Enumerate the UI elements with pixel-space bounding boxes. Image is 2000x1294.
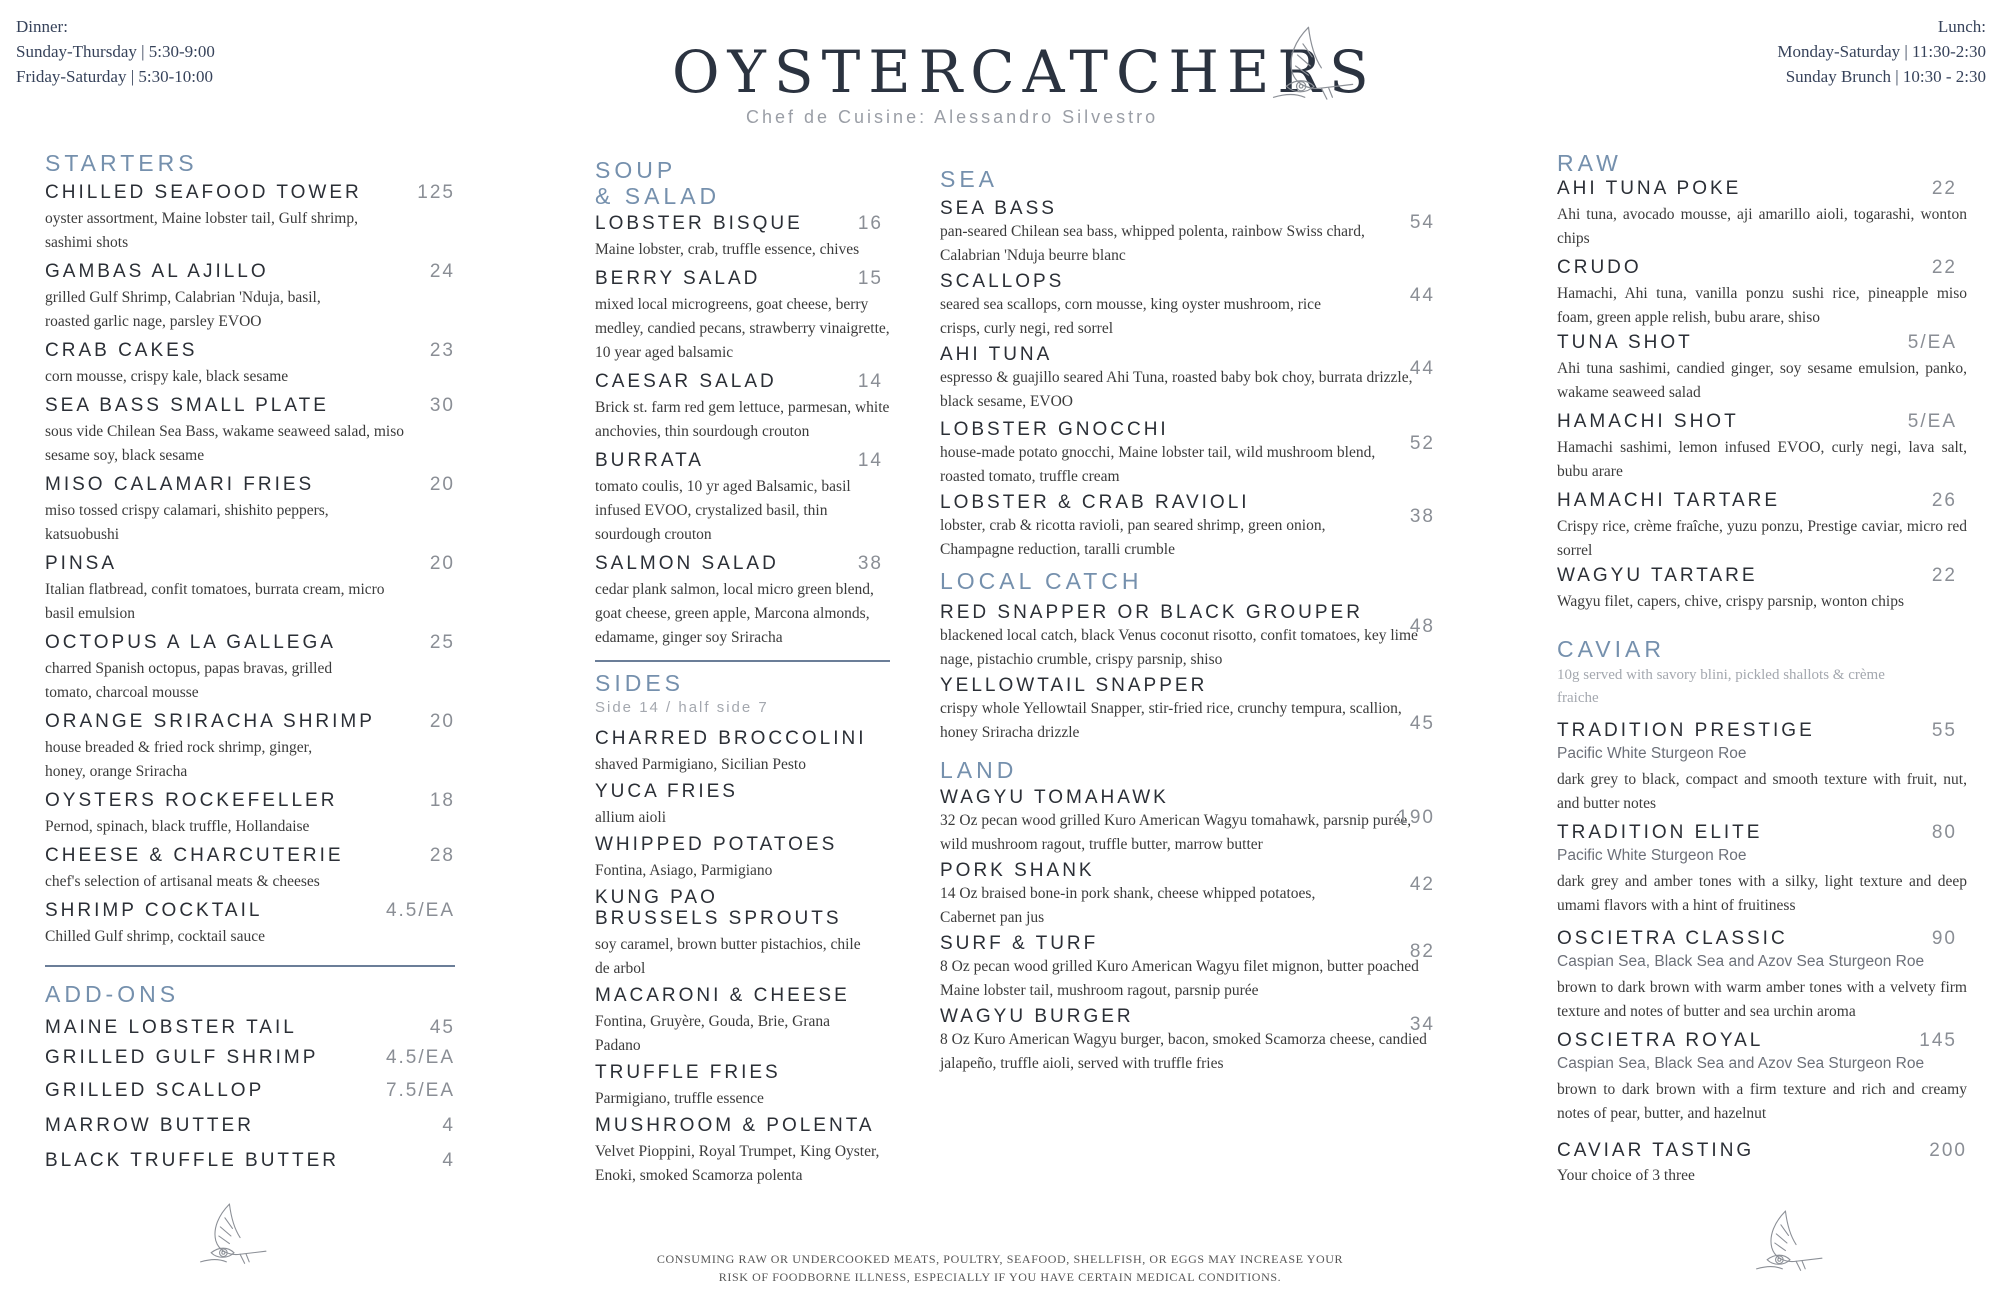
item-name: OSCIETRA CLASSIC — [1557, 928, 1788, 949]
addon-item — [45, 1150, 455, 1172]
item-description: Hamachi, Ahi tuna, vanilla ponzu sushi rice, pineapple miso foam, green apple relish, bubu arare, shiso — [1557, 285, 1967, 326]
entrees-column — [940, 166, 1445, 1076]
item-description: Velvet Pioppini, Royal Trumpet, King Oyster, Enoki, smoked Scamorza polenta — [595, 1143, 880, 1184]
item-name: TRUFFLE FRIES — [595, 1062, 781, 1083]
item-name: GAMBAS AL AJILLO — [45, 261, 269, 282]
menu-item — [595, 450, 883, 547]
item-description: soy caramel, brown butter pistachios, chile de arbol — [595, 936, 861, 977]
item-name: WHIPPED POTATOES — [595, 834, 838, 855]
item-price: 82 — [1409, 941, 1435, 962]
item-description: dark grey and amber tones with a silky, light texture and deep umami flavors with a hint of fruitiness — [1557, 873, 1967, 914]
item-description: lobster, crab & ricotta ravioli, pan seared shrimp, green onion, Champagne reduction, taralli crumble — [940, 517, 1326, 558]
item-description: blackened local catch, black Venus coconut risotto, confit tomatoes, key lime nage, pistachio crumble, crispy parsnip, shiso — [940, 627, 1418, 668]
item-name: YUCA FRIES — [595, 781, 738, 802]
lunch-line-2: Sunday Brunch | 10:30 - 2:30 — [1785, 67, 1986, 86]
dinner-line-2: Friday-Saturday | 5:30-10:00 — [16, 67, 213, 86]
item-description: pan-seared Chilean sea bass, whipped polenta, rainbow Swiss chard, Calabrian 'Nduja beurre blanc — [940, 223, 1365, 264]
item-description: house breaded & fried rock shrimp, ginger, honey, orange Sriracha — [45, 739, 313, 780]
menu-item — [45, 553, 455, 626]
raw-title: RAW — [1557, 150, 1622, 176]
menu-item — [45, 790, 455, 839]
addon-item — [45, 1080, 455, 1102]
item-name: OCTOPUS A LA GALLEGA — [45, 632, 336, 653]
side-item — [595, 781, 890, 830]
item-name: MAINE LOBSTER TAIL — [45, 1017, 297, 1038]
item-description: dark grey to black, compact and smooth texture with fruit, nut, and butter notes — [1557, 771, 1967, 812]
item-description: seared sea scallops, corn mousse, king oyster mushroom, rice crisps, curly negi, red sorrel — [940, 296, 1321, 337]
menu-item — [45, 182, 455, 255]
item-price: 18 — [429, 790, 455, 811]
item-name: HAMACHI TARTARE — [1557, 490, 1781, 511]
lunch-hours — [1777, 14, 1986, 89]
item-price: 20 — [429, 474, 455, 495]
menu-item — [45, 845, 455, 894]
dinner-label: Dinner: — [16, 17, 68, 36]
menu-item — [940, 933, 1435, 1003]
item-description: 8 Oz pecan wood grilled Kuro American Wagyu filet mignon, butter poached Maine lobster tail, mushroom ragout, parsnip purée — [940, 958, 1419, 999]
item-description: Brick st. farm red gem lettuce, parmesan, white anchovies, thin sourdough crouton — [595, 399, 890, 440]
item-origin: Caspian Sea, Black Sea and Azov Sea Sturgeon Roe — [1557, 1055, 1925, 1072]
oystercatcher-bird-icon — [1268, 20, 1360, 112]
item-price: 54 — [1409, 212, 1435, 233]
item-description: oyster assortment, Maine lobster tail, Gulf shrimp, sashimi shots — [45, 210, 358, 251]
item-name: TRADITION ELITE — [1557, 822, 1763, 843]
item-description: sous vide Chilean Sea Bass, wakame seaweed salad, miso sesame soy, black sesame — [45, 423, 404, 464]
starters-title: STARTERS — [45, 150, 198, 176]
caviar-note: 10g served with savory blini, pickled shallots & crème fraiche — [1557, 667, 1885, 706]
item-price: 16 — [857, 213, 883, 234]
item-description: Ahi tuna sashimi, candied ginger, soy sesame emulsion, panko, wakame seaweed salad — [1557, 360, 1967, 401]
caviar-item — [1557, 822, 1967, 918]
menu-item — [45, 711, 455, 784]
item-price: 80 — [1931, 822, 1957, 843]
item-price: 125 — [417, 182, 455, 203]
side-item — [595, 1062, 890, 1111]
side-item — [595, 728, 890, 777]
item-name: LOBSTER GNOCCHI — [940, 419, 1169, 440]
side-item — [595, 887, 890, 981]
item-description: Pernod, spinach, black truffle, Hollandaise — [45, 818, 310, 835]
item-description: 32 Oz pecan wood grilled Kuro American Wagyu tomahawk, parsnip purée, wild mushroom ragout, truffle butter, marrow butter — [940, 812, 1412, 853]
raw-caviar-column — [1557, 150, 1967, 1188]
item-description: Hamachi sashimi, lemon infused EVOO, curly negi, lava salt, bubu arare — [1557, 439, 1967, 480]
item-price: 22 — [1931, 565, 1957, 586]
item-name: RED SNAPPER OR BLACK GROUPER — [940, 602, 1363, 623]
item-name: WAGYU TARTARE — [1557, 565, 1758, 586]
item-name: MACARONI & CHEESE — [595, 985, 850, 1006]
caviar-item — [1557, 720, 1967, 816]
sides-title: SIDES — [595, 670, 685, 696]
menu-item — [595, 213, 883, 262]
item-name: TUNA SHOT — [1557, 332, 1693, 353]
item-name: YELLOWTAIL SNAPPER — [940, 675, 1208, 696]
item-price: 30 — [429, 395, 455, 416]
item-name: BLACK TRUFFLE BUTTER — [45, 1150, 340, 1171]
menu-item — [45, 261, 455, 334]
item-price: 4.5/EA — [385, 1047, 455, 1068]
sides-note: Side 14 / half side 7 — [595, 699, 769, 716]
menu-item — [595, 371, 890, 444]
menu-item — [1557, 565, 1957, 614]
item-description: grilled Gulf Shrimp, Calabrian 'Nduja, basil, roasted garlic nage, parsley EVOO — [45, 289, 321, 330]
soup-salad-title-line-2: & SALAD — [595, 183, 721, 209]
addon-item — [45, 1017, 455, 1039]
local-catch-title: LOCAL CATCH — [940, 568, 1143, 594]
starters-column — [45, 150, 455, 1172]
menu-item — [940, 860, 1435, 930]
menu-item — [1557, 411, 1967, 484]
item-name: GRILLED GULF SHRIMP — [45, 1047, 319, 1068]
item-name: CHEESE & CHARCUTERIE — [45, 845, 344, 866]
dinner-line-1: Sunday-Thursday | 5:30-9:00 — [16, 42, 215, 61]
item-name: SCALLOPS — [940, 271, 1065, 292]
menu-item — [940, 602, 1435, 672]
item-price: 15 — [857, 268, 883, 289]
menu-item — [940, 198, 1435, 268]
item-description: house-made potato gnocchi, Maine lobster tail, wild mushroom blend, roasted tomato, truffle cream — [940, 444, 1376, 485]
item-price: 25 — [429, 632, 455, 653]
item-name: MUSHROOM & POLENTA — [595, 1115, 875, 1136]
item-price: 38 — [1409, 506, 1435, 527]
lunch-line-1: Monday-Saturday | 11:30-2:30 — [1777, 42, 1986, 61]
item-price: 14 — [857, 450, 883, 471]
land-title: LAND — [940, 757, 1018, 783]
item-price: 28 — [429, 845, 455, 866]
item-price: 5/EA — [1907, 411, 1957, 432]
item-description: Fontina, Asiago, Parmigiano — [595, 862, 773, 879]
brand-header — [672, 38, 1377, 127]
item-name: SEA BASS SMALL PLATE — [45, 395, 329, 416]
menu-item — [940, 787, 1435, 857]
item-description: tomato coulis, 10 yr aged Balsamic, basil infused EVOO, crystalized basil, thin sourdough crouton — [595, 478, 851, 543]
health-disclaimer — [640, 1250, 1360, 1286]
menu-item — [940, 419, 1435, 489]
side-item — [595, 834, 890, 883]
item-description: Your choice of 3 three — [1557, 1167, 1695, 1184]
item-description: Parmigiano, truffle essence — [595, 1090, 764, 1107]
item-price: 90 — [1931, 928, 1957, 949]
disclaimer-line-2: RISK OF FOODBORNE ILLNESS, ESPECIALLY IF YOU HAVE CERTAIN MEDICAL CONDITIONS. — [718, 1270, 1282, 1284]
sea-title: SEA — [940, 166, 999, 192]
item-name: CRUDO — [1557, 257, 1642, 278]
addons-title: ADD-ONS — [45, 981, 180, 1007]
menu-item — [1557, 332, 1967, 405]
item-description: brown to dark brown with a firm texture and rich and creamy notes of pear, butter, and hazelnut — [1557, 1081, 1967, 1122]
addon-item — [45, 1115, 455, 1137]
item-origin: Pacific White Sturgeon Roe — [1557, 745, 1747, 762]
restaurant-name: OYSTERCATCHERS — [672, 38, 1377, 106]
item-name: PORK SHANK — [940, 860, 1095, 881]
item-price: 44 — [1409, 358, 1435, 379]
caviar-item — [1557, 1030, 1967, 1126]
menu-item — [940, 492, 1435, 562]
item-name: OSCIETRA ROYAL — [1557, 1030, 1764, 1051]
item-name: OYSTERS ROCKEFELLER — [45, 790, 338, 811]
item-description: brown to dark brown with warm amber tones with a velvety firm texture and notes of butter and sea urchin aroma — [1557, 979, 1967, 1020]
item-description: crispy whole Yellowtail Snapper, stir-fried rice, crunchy tempura, scallion, honey Sriracha drizzle — [940, 700, 1402, 741]
item-price: 145 — [1919, 1030, 1957, 1051]
item-price: 44 — [1409, 285, 1435, 306]
item-name: WAGYU BURGER — [940, 1006, 1134, 1027]
item-name: PINSA — [45, 553, 118, 574]
lunch-label: Lunch: — [1937, 17, 1986, 36]
item-name: LOBSTER & CRAB RAVIOLI — [940, 492, 1250, 513]
item-price: 52 — [1409, 433, 1435, 454]
item-description: corn mousse, crispy kale, black sesame — [45, 368, 289, 385]
item-name: CHILLED SEAFOOD TOWER — [45, 182, 362, 203]
item-description: allium aioli — [595, 809, 667, 826]
section-divider — [595, 660, 890, 662]
section-divider — [45, 965, 455, 967]
item-name: CHARRED BROCCOLINI — [595, 728, 867, 749]
item-name: CAVIAR TASTING — [1557, 1140, 1755, 1161]
item-price: 14 — [857, 371, 883, 392]
item-description: charred Spanish octopus, papas bravas, grilled tomato, charcoal mousse — [45, 660, 333, 701]
item-price: 7.5/EA — [385, 1080, 455, 1101]
menu-item — [1557, 257, 1967, 330]
item-description: Fontina, Gruyère, Gouda, Brie, Grana Padano — [595, 1013, 831, 1054]
item-description: espresso & guajillo seared Ahi Tuna, roasted baby bok choy, burrata drizzle, black sesame, EVOO — [940, 369, 1413, 410]
menu-item — [940, 344, 1435, 414]
soup-salad-column — [595, 157, 890, 1188]
item-price: 22 — [1931, 257, 1957, 278]
item-description: Maine lobster, crab, truffle essence, chives — [595, 241, 860, 258]
soup-salad-title-line-1: SOUP — [595, 157, 677, 183]
item-description: Italian flatbread, confit tomatoes, burrata cream, micro basil emulsion — [45, 581, 385, 622]
item-price: 190 — [1397, 807, 1435, 828]
menu-item — [595, 268, 890, 365]
item-name: BURRATA — [595, 450, 704, 471]
item-description: miso tossed crispy calamari, shishito peppers, katsuobushi — [45, 502, 329, 543]
menu-item — [940, 1006, 1435, 1076]
item-name: SEA BASS — [940, 198, 1057, 219]
menu-item — [940, 271, 1435, 341]
item-description: 8 Oz Kuro American Wagyu burger, bacon, smoked Scamorza cheese, candied jalapeño, truffle aioli, served with truffle fries — [940, 1031, 1427, 1072]
menu-item — [45, 340, 455, 389]
item-name: HAMACHI SHOT — [1557, 411, 1739, 432]
item-name: TRADITION PRESTIGE — [1557, 720, 1815, 741]
item-price: 200 — [1929, 1140, 1967, 1161]
item-price: 45 — [429, 1017, 455, 1038]
item-price: 22 — [1931, 178, 1957, 199]
item-price: 34 — [1409, 1014, 1435, 1035]
dinner-hours — [16, 14, 215, 89]
item-description: Ahi tuna, avocado mousse, aji amarillo aioli, togarashi, wonton chips — [1557, 206, 1967, 247]
item-description: Crispy rice, crème fraîche, yuzu ponzu, Prestige caviar, micro red sorrel — [1557, 518, 1967, 559]
item-name: CRAB CAKES — [45, 340, 198, 361]
item-name: WAGYU TOMAHAWK — [940, 787, 1169, 808]
item-name-line-2: BRUSSELS SPROUTS — [595, 908, 842, 929]
menu-item — [45, 395, 455, 468]
side-item — [595, 1115, 890, 1188]
menu-item — [45, 900, 455, 949]
item-name: GRILLED SCALLOP — [45, 1080, 265, 1101]
caviar-item — [1557, 928, 1967, 1024]
item-description: cedar plank salmon, local micro green blend, goat cheese, green apple, Marcona almonds, edamame, ginger soy Sriracha — [595, 581, 874, 646]
item-price: 45 — [1409, 713, 1435, 734]
item-name: MARROW BUTTER — [45, 1115, 254, 1136]
item-price: 20 — [429, 553, 455, 574]
item-name-line-1: KUNG PAO — [595, 887, 718, 908]
item-price: 23 — [429, 340, 455, 361]
item-name: AHI TUNA POKE — [1557, 178, 1742, 199]
oystercatcher-bird-icon — [196, 1198, 272, 1274]
item-price: 48 — [1409, 616, 1435, 637]
item-origin: Caspian Sea, Black Sea and Azov Sea Sturgeon Roe — [1557, 953, 1925, 970]
item-description: mixed local microgreens, goat cheese, berry medley, candied pecans, strawberry vinaigrette, 10 year aged balsamic — [595, 296, 890, 361]
item-name: SURF & TURF — [940, 933, 1099, 954]
item-price: 55 — [1931, 720, 1957, 741]
item-price: 38 — [857, 553, 883, 574]
item-price: 42 — [1409, 874, 1435, 895]
menu-item — [940, 675, 1435, 745]
chef-subtitle: Chef de Cuisine: Alessandro Silvestro — [746, 107, 1159, 127]
menu-item — [45, 474, 455, 547]
item-name: SALMON SALAD — [595, 553, 779, 574]
menu-item — [595, 553, 883, 650]
addon-item — [45, 1047, 455, 1069]
item-price: 26 — [1931, 490, 1957, 511]
item-price: 4 — [442, 1115, 455, 1136]
item-description: shaved Parmigiano, Sicilian Pesto — [595, 756, 806, 773]
item-description: Wagyu filet, capers, chive, crispy parsnip, wonton chips — [1557, 593, 1904, 610]
item-name: AHI TUNA — [940, 344, 1053, 365]
item-price: 4.5/EA — [385, 900, 455, 921]
item-price: 20 — [429, 711, 455, 732]
item-name: SHRIMP COCKTAIL — [45, 900, 263, 921]
item-name: BERRY SALAD — [595, 268, 761, 289]
menu-item — [45, 632, 455, 705]
disclaimer-line-1: CONSUMING RAW OR UNDERCOOKED MEATS, POULTRY, SEAFOOD, SHELLFISH, OR EGGS MAY INCREASE YOUR — [656, 1252, 1344, 1266]
caviar-item — [1557, 1140, 1967, 1188]
item-name: ORANGE SRIRACHA SHRIMP — [45, 711, 375, 732]
oystercatcher-bird-icon — [1752, 1205, 1828, 1281]
item-price: 5/EA — [1907, 332, 1957, 353]
side-item — [595, 985, 890, 1058]
item-description: Chilled Gulf shrimp, cocktail sauce — [45, 928, 265, 945]
caviar-title: CAVIAR — [1557, 636, 1665, 662]
item-price: 24 — [429, 261, 455, 282]
menu-item — [1557, 178, 1967, 251]
item-name: MISO CALAMARI FRIES — [45, 474, 315, 495]
item-description: 14 Oz braised bone-in pork shank, cheese whipped potatoes, Cabernet pan jus — [940, 885, 1316, 926]
item-name: CAESAR SALAD — [595, 371, 777, 392]
item-price: 4 — [442, 1150, 455, 1171]
item-description: chef's selection of artisanal meats & cheeses — [45, 873, 320, 890]
menu-item — [1557, 490, 1967, 563]
item-origin: Pacific White Sturgeon Roe — [1557, 847, 1747, 864]
item-name: LOBSTER BISQUE — [595, 213, 803, 234]
